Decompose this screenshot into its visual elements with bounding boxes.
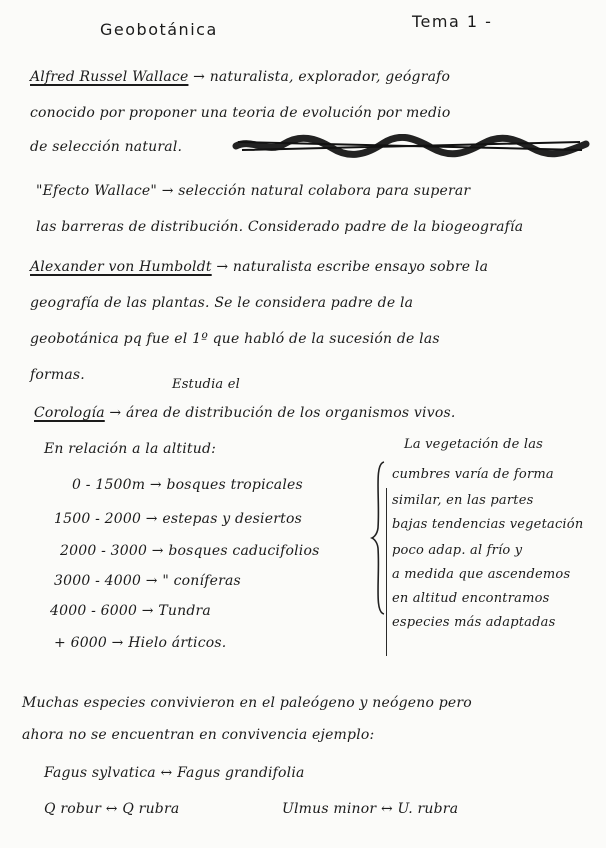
side-note-line: cumbres varía de forma (392, 467, 554, 482)
wallace-name: Alfred Russel Wallace (30, 69, 189, 85)
efecto-line-1: "Efecto Wallace" → selección natural colabora para superar (36, 183, 471, 199)
altitude-row: 1500 - 2000 → estepas y desiertos (54, 511, 302, 527)
humboldt-desc: → naturalista escribe ensayo sobre la (216, 259, 489, 275)
crossed-out-scribble (232, 134, 592, 158)
humboldt-line-1 (30, 258, 488, 276)
species-pair-2: Q robur ↔ Q rubra (44, 801, 180, 817)
side-note-line: en altitud encontramos (392, 591, 550, 606)
humboldt-name: Alexander von Humboldt (30, 259, 212, 275)
altitude-row: 2000 - 3000 → bosques caducifolios (60, 543, 320, 559)
wallace-line-3: de selección natural. (30, 139, 183, 155)
altitude-row: 4000 - 6000 → Tundra (50, 603, 211, 619)
corologia-line-1 (34, 404, 455, 422)
side-note-line: similar, en las partes (392, 493, 534, 508)
especies-line-1: Muchas especies convivieron en el paleógeno y neógeno pero (22, 695, 472, 711)
altitude-intro: En relación a la altitud: (44, 441, 217, 457)
side-note-line: bajas tendencias vegetación (392, 517, 584, 532)
altitude-row: 3000 - 4000 → " coníferas (54, 573, 241, 589)
efecto-line-2: las barreras de distribución. Considerado padre de la biogeografía (36, 219, 524, 235)
page-title: Geobotánica (100, 20, 218, 39)
side-note-divider (386, 488, 387, 656)
corologia-desc: → área de distribución de los organismos vivos. (109, 405, 456, 421)
wallace-line-1 (30, 68, 450, 86)
altitude-row: 0 - 1500m → bosques tropicales (72, 477, 303, 493)
side-note-line: a medida que ascendemos (392, 567, 571, 582)
especies-line-2: ahora no se encuentran en convivencia ejemplo: (22, 727, 375, 743)
species-pair-1: Fagus sylvatica ↔ Fagus grandifolia (44, 765, 305, 781)
humboldt-line-3: geobotánica pq fue el 1º que habló de la sucesión de las (30, 331, 440, 347)
humboldt-line-4: formas. (30, 367, 85, 383)
species-pair-3: Ulmus minor ↔ U. rubra (282, 801, 459, 817)
wallace-desc: → naturalista, explorador, geógrafo (193, 69, 451, 85)
humboldt-line-2: geografía de las plantas. Se le considera padre de la (30, 295, 414, 311)
corologia-term: Corología (34, 405, 105, 421)
corologia-insert-note: Estudia el (172, 377, 240, 392)
topic-label: Tema 1 - (412, 12, 493, 31)
side-note-line: especies más adaptadas (392, 615, 556, 630)
side-note-line: La vegetación de las (404, 437, 544, 452)
side-note-line: poco adap. al frío y (392, 543, 523, 558)
altitude-row: + 6000 → Hielo árticos. (54, 635, 227, 651)
wallace-line-2: conocido por proponer una teoria de evolución por medio (30, 105, 451, 121)
